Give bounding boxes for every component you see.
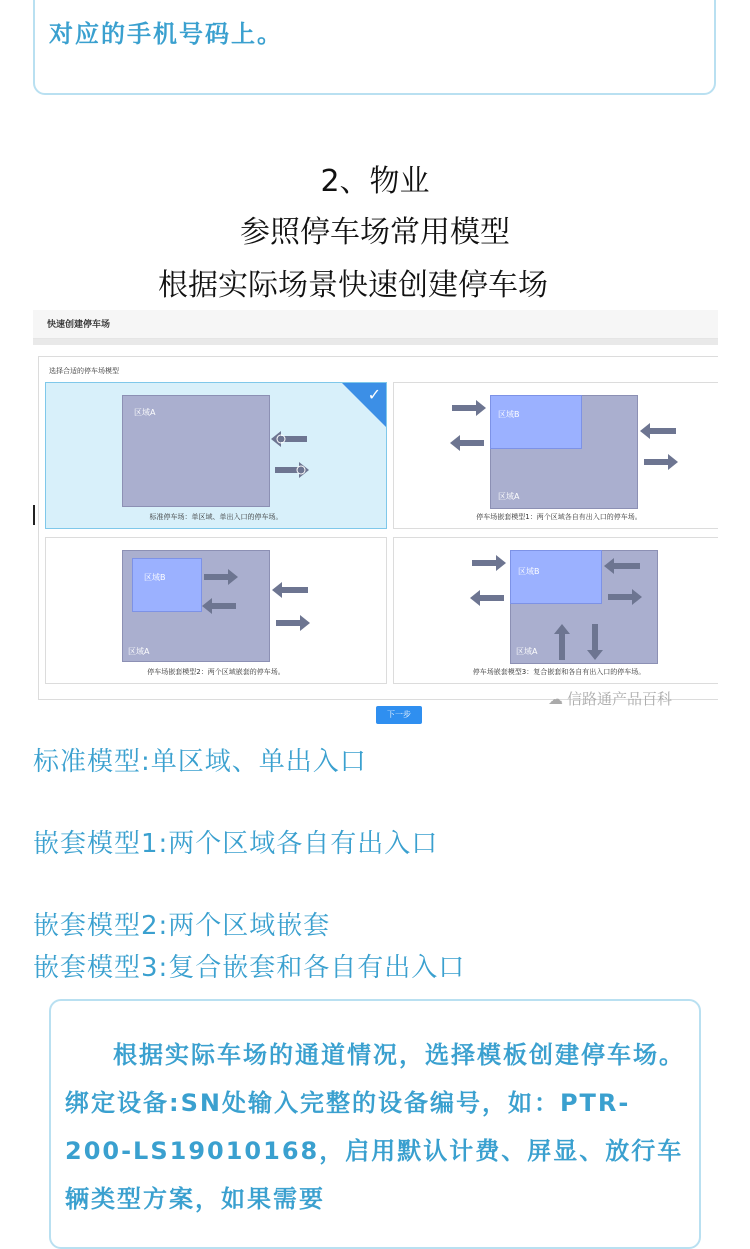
next-step-button[interactable]: 下一步	[376, 706, 422, 724]
watermark-text: 信路通产品百科	[567, 690, 673, 708]
model-card-nested2[interactable]	[45, 537, 387, 684]
zone-b	[490, 395, 582, 449]
zone-b-arrows-icon	[604, 556, 644, 612]
model-card-caption: 停车场嵌套模型2：两个区域嵌套的停车场。	[147, 668, 285, 676]
model-nested3-text: 嵌套模型3:复合嵌套和各自有出入口	[33, 953, 466, 983]
zone-b-label: 区域B	[518, 567, 540, 576]
zone-b	[132, 558, 202, 612]
model-card-nested3[interactable]	[393, 537, 718, 684]
wechat-icon: ☁	[548, 690, 563, 708]
model-panel-label: 选择合适的停车场模型	[49, 367, 119, 375]
model-card-caption: 标准停车场：单区域、单出入口的停车场。	[149, 513, 283, 521]
model-card-nested1[interactable]	[393, 382, 718, 529]
checkmark-icon: ✓	[367, 385, 381, 404]
zone-a-arrows-icon	[640, 421, 680, 477]
model-card-caption: 停车场嵌套模型3：复合嵌套和各自有出入口的停车场。	[472, 668, 646, 676]
zone-a-label: 区域A	[516, 647, 538, 656]
vertical-arrows-icon	[550, 622, 610, 662]
entry-exit-arrows-icon	[271, 429, 311, 485]
section-subtitle-2: 根据实际场景快速创建停车场	[158, 268, 548, 303]
intro-note-box	[33, 0, 716, 95]
zone-b-arrows-icon	[450, 397, 490, 453]
watermark	[548, 688, 672, 709]
intro-note-text: 对应的手机号码上。	[49, 20, 283, 48]
model-card-caption: 停车场嵌套模型1：两个区域各自有出入口的停车场。	[476, 513, 642, 521]
zone-a-label: 区域A	[128, 647, 150, 656]
zone-a-label: 区域A	[498, 492, 520, 501]
screenshot-header-title: 快速创建停车场	[47, 320, 111, 330]
zone-b-label: 区域B	[498, 410, 520, 419]
zone-b-arrows-icon	[202, 566, 242, 622]
zone-a-arrows-icon	[272, 580, 312, 636]
outer-arrows-icon	[470, 552, 510, 608]
parking-model-screenshot	[33, 310, 718, 730]
text-cursor	[33, 505, 35, 525]
zone-b	[510, 550, 602, 604]
zone-b-label: 区域B	[144, 573, 166, 582]
screenshot-header	[33, 310, 718, 339]
section-title: 2、物业	[320, 164, 430, 199]
model-card-standard[interactable]	[45, 382, 387, 529]
model-standard-text: 标准模型:单区域、单出入口	[33, 747, 367, 777]
instruction-note-box	[49, 999, 701, 1249]
instruction-note-text: 根据实际车场的通道情况，选择模板创建停车场。绑定设备:SN处输入完整的设备编号，如：PTR-200-LS19010168，启用默认计费、屏显、放行车辆类型方案，如果需要	[65, 1041, 685, 1213]
section-subtitle-1: 参照停车场常用模型	[240, 215, 510, 250]
model-nested1-text: 嵌套模型1:两个区域各自有出入口	[33, 829, 439, 859]
model-nested2-text: 嵌套模型2:两个区域嵌套	[33, 911, 331, 941]
zone-a-label: 区域A	[134, 408, 156, 417]
header-divider	[33, 339, 718, 345]
